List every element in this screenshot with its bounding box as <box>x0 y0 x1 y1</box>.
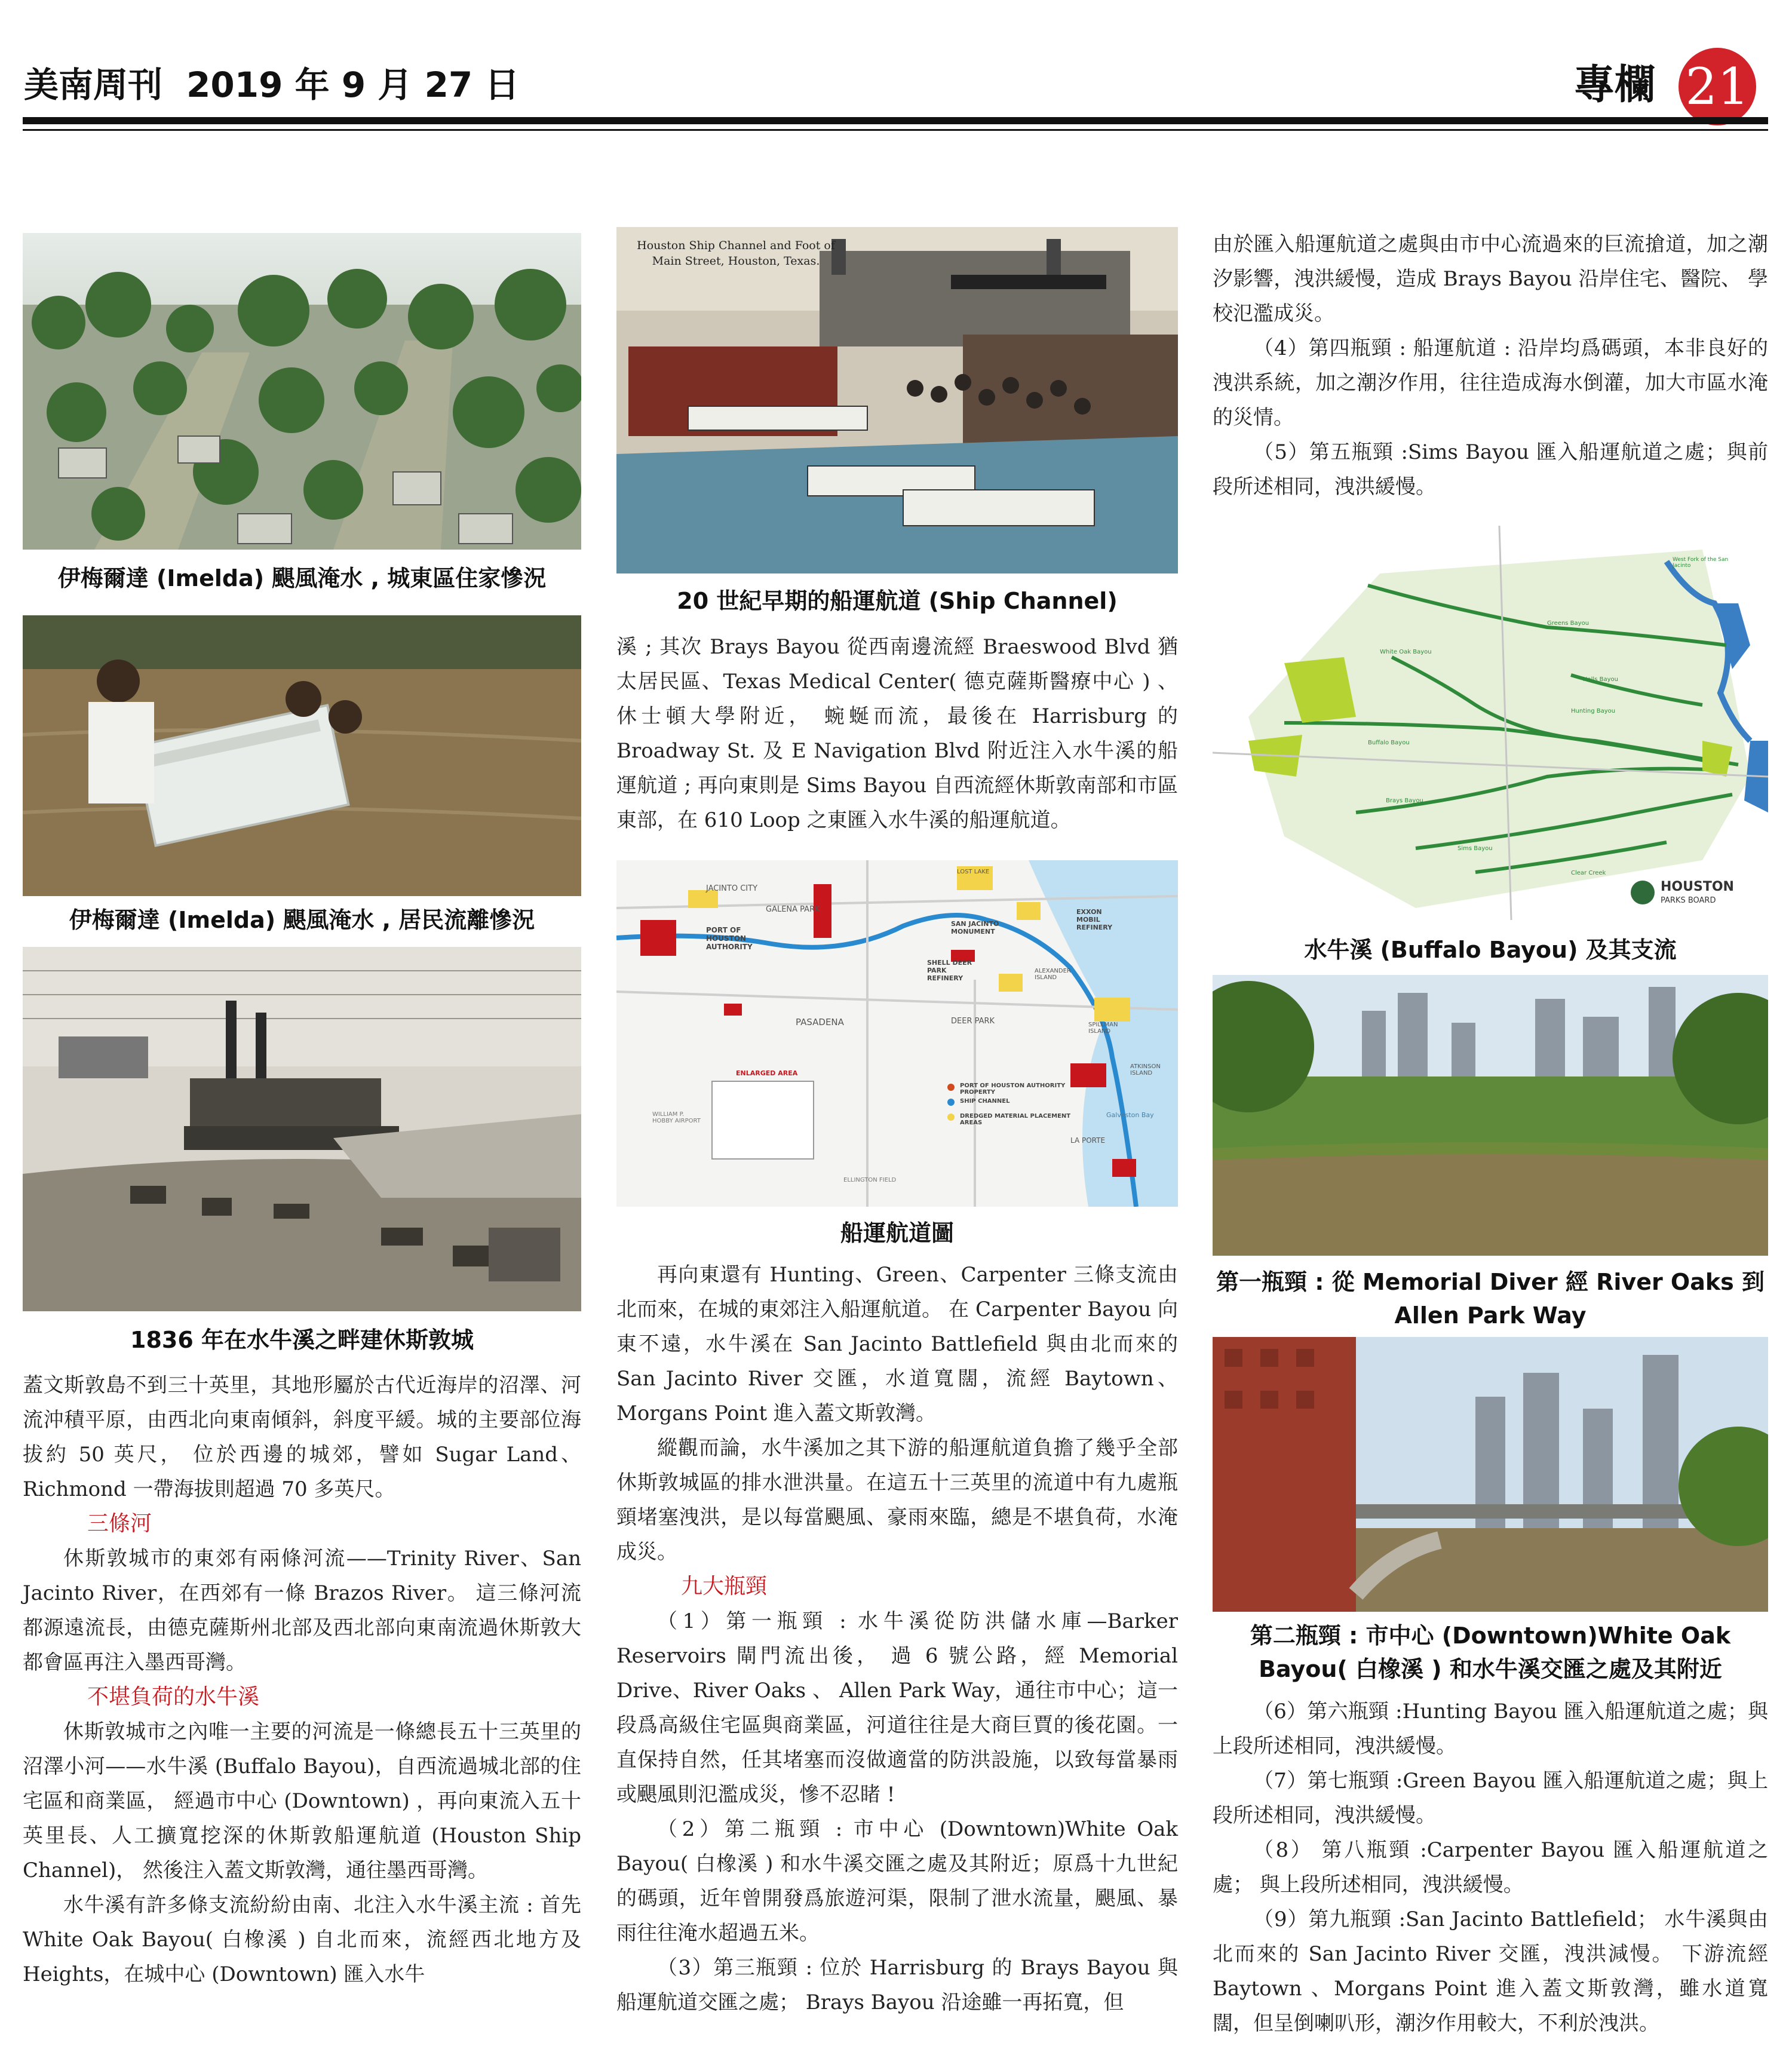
photo-aerial-flood-caption: 伊梅爾達 (Imelda) 颶風淹水 , 城東區住家慘況 <box>57 565 547 591</box>
photo-second-bottleneck-caption: 第二瓶頸 : 市中心 (Downtown)White Oak Bayou( 白橡溪 ) 和水牛溪交匯之處及其附近 <box>1250 1623 1731 1682</box>
photo-aerial-flood <box>23 233 581 550</box>
map-buffalo-bayou-caption: 水牛溪 (Buffalo Bayou) 及其支流 <box>1304 937 1677 963</box>
map-label: Clear Creek <box>1571 870 1606 876</box>
engraving-steamboat-image <box>23 947 581 1311</box>
map-label: EXXON MOBIL REFINERY <box>1076 908 1113 931</box>
col2-article-text <box>616 1258 1178 2020</box>
paragraph: 蓋文斯敦島不到三十英里，其地形屬於古代近海岸的沼澤、河流沖積平原，由西北向東南傾斜，斜度平緩。城的主要部位海拔約 50 英尺， 位於西邊的城郊，譬如 Sugar Land、Richmond 一帶海拔則超過 70 多英尺。 <box>23 1373 581 1501</box>
col3-article-text-bottom <box>1213 1694 1768 2041</box>
paragraph: 休斯敦城市之內唯一主要的河流是一條總長五十三英里的沼澤小河——水牛溪 (Buffalo Bayou)，自西流過城北部的住宅區和商業區， 經過市中心 (Downtown) ，再向東流入五十英里長、人工擴寬挖深的休斯敦船運航道 (Houston Ship Channel)， 然後注入蓋文斯敦灣，通往墨西哥灣。 <box>23 1720 581 1882</box>
map-label: SAN JACINTO MONUMENT <box>951 920 999 936</box>
map-label: Brays Bayou <box>1386 798 1423 804</box>
second-bottleneck-image <box>1213 1337 1768 1612</box>
paragraph: 休斯敦城市的東郊有兩條河流——Trinity River、San Jacinto River，在西郊有一條 Brazos River。 這三條河流都源遠流長，由德克薩斯州北部及西北部向東南流過休斯敦大都會區再注入墨西哥灣。 <box>23 1547 581 1674</box>
photo-residents-flood <box>23 615 581 896</box>
map-label: SPILLMAN ISLAND <box>1088 1022 1118 1035</box>
map-label: DEER PARK <box>951 1017 995 1026</box>
ship-channel-postcard-image <box>616 227 1178 573</box>
map-label: Hunting Bayou <box>1571 708 1616 714</box>
aerial-flood-image <box>23 233 581 550</box>
map-label: ELLINGTON FIELD <box>843 1177 897 1183</box>
map-legend-item: SHIP CHANNEL <box>960 1098 1010 1105</box>
map-label: SHELL DEER PARK REFINERY <box>927 959 972 982</box>
photo-residents-flood-caption: 伊梅爾達 (Imelda) 颶風淹水 , 居民流離慘況 <box>69 907 535 933</box>
paragraph: （5）第五瓶頸 :Sims Bayou 匯入船運航道之處；與前段所述相同，洩洪緩慢。 <box>1213 440 1768 499</box>
paragraph: 溪 ; 其次 Brays Bayou 從西南邊流經 Braeswood Blvd 猶太居民區、Texas Medical Center( 德克薩斯醫療中心 ) 、休士頓大學附近， 蜿蜒而流，最後在 Harrisburg 的 Broadway St. 及 E Navigation Blvd 附近注入水牛溪的船運航道 ; 再向東則是 Sims Bayou 自西流經休斯敦南部和市區東部，在 610 Loop 之東匯入水牛溪的船運航道。 <box>616 635 1178 832</box>
first-bottleneck-image <box>1213 975 1768 1256</box>
map-label: Buffalo Bayou <box>1368 740 1410 746</box>
publication-name: 美南周刊 <box>24 65 163 105</box>
subheading-buffalo-bayou: 不堪負荷的水牛溪 <box>87 1685 260 1709</box>
photo-first-bottleneck-caption: 第一瓶頸 : 從 Memorial Diver 經 River Oaks 到 Allen Park Way <box>1216 1269 1765 1329</box>
map-label: ALEXANDER ISLAND <box>1035 968 1071 981</box>
col1-article-text <box>23 1368 581 1992</box>
section-title: 專欄 <box>1574 62 1656 109</box>
paragraph: （7）第七瓶頸 :Green Bayou 匯入船運航道之處；與上段所述相同，洩洪緩慢。 <box>1213 1769 1768 1827</box>
photo-first-bottleneck <box>1213 975 1768 1256</box>
photo-ship-channel-postcard <box>616 227 1178 573</box>
paragraph: 由於匯入船運航道之處與由市中心流過來的巨流搶道，加之潮汐影響，洩洪緩慢，造成 Brays Bayou 沿岸住宅、醫院、 學校氾濫成災。 <box>1213 232 1768 326</box>
page-number-badge: 21 <box>1679 48 1756 125</box>
map-label: Greens Bayou <box>1547 620 1590 627</box>
subheading-three-rivers: 三條河 <box>87 1511 152 1536</box>
map-label: Sims Bayou <box>1457 845 1493 852</box>
postcard-inscription: Houston Ship Channel and Foot of Main Street, Houston, Texas. <box>637 239 835 268</box>
logo-text: PARKS BOARD <box>1661 896 1716 905</box>
issue-date: 2019 年 9 月 27 日 <box>186 65 520 105</box>
map-label: White Oak Bayou <box>1380 649 1432 655</box>
paragraph: （2）第二瓶頸 : 市中心 (Downtown)White Oak Bayou( 白橡溪 ) 和水牛溪交匯之處及其附近；原爲十九世紀的碼頭，近年曾開發爲旅遊河渠，限制了泄水流量，颶風、暴雨往往淹水超過五米。 <box>616 1817 1178 1945</box>
photo-1836-engraving-caption: 1836 年在水牛溪之畔建休斯敦城 <box>130 1327 474 1353</box>
map-label: JACINTO CITY <box>706 884 758 893</box>
subheading-nine-bottlenecks: 九大瓶頸 <box>681 1574 768 1599</box>
col3-article-text-top <box>1213 227 1768 504</box>
masthead <box>24 57 519 107</box>
map-legend-item: PORT OF HOUSTON AUTHORITY PROPERTY <box>960 1082 1066 1096</box>
map-label: ENLARGED AREA <box>736 1069 798 1077</box>
residents-flood-image <box>23 615 581 896</box>
paragraph: 再向東還有 Hunting、Green、Carpenter 三條支流由北而來，在城的東郊注入船運航道。 在 Carpenter Bayou 向東不遠，水牛溪在 San Jacinto Battlefield 與由北而來的 San Jacinto River 交匯，水道寬闊，流經 Baytown、Morgans Point 進入蓋文斯敦灣。 <box>616 1263 1178 1425</box>
map-label: ATKINSON ISLAND <box>1130 1063 1161 1076</box>
map-ship-channel-caption: 船運航道圖 <box>840 1220 954 1246</box>
paragraph: 縱觀而論，水牛溪加之其下游的船運航道負擔了幾乎全部休斯敦城區的排水泄洪量。在這五十三英里的流道中有九處瓶頸堵塞洩洪，是以每當颶風、豪雨來臨，總是不堪負荷，水淹成災。 <box>616 1436 1178 1564</box>
paragraph: （3）第三瓶頸 : 位於 Harrisburg 的 Brays Bayou 與船運航道交匯之處； Brays Bayou 沿途雖一再拓寬，但 <box>616 1956 1178 2014</box>
paragraph: （4）第四瓶頸 : 船運航道 : 沿岸均爲碼頭，本非良好的洩洪系統，加之潮汐作用，往往造成海水倒灌，加大市區水淹的災情。 <box>1213 336 1768 430</box>
map-label: WILLIAM P. HOBBY AIRPORT <box>652 1111 701 1124</box>
map-label: LA PORTE <box>1070 1136 1106 1145</box>
map-legend-item: DREDGED MATERIAL PLACEMENT AREAS <box>960 1113 1071 1126</box>
map-label: Galveston Bay <box>1106 1111 1154 1119</box>
paragraph: （6）第六瓶頸 :Hunting Bayou 匯入船運航道之處；與上段所述相同，洩洪緩慢。 <box>1213 1700 1768 1758</box>
paragraph: （9）第九瓶頸 :San Jacinto Battlefield； 水牛溪與由北而來的 San Jacinto River 交匯，洩洪減慢。 下游流經 Baytown 、Morgans Point 進入蓋文斯敦灣，雖水道寬闊，但呈倒喇叭形，潮汐作用較大，不利於洩洪。 <box>1213 1907 1768 2035</box>
map-label: GALENA PARK <box>766 905 820 914</box>
map-ship-channel <box>616 860 1178 1207</box>
bayou-tributaries-map <box>1213 526 1768 920</box>
map-label: West Fork of the San Jacinto <box>1673 557 1729 569</box>
header-rule-thick <box>23 117 1768 124</box>
logo-text: HOUSTON <box>1661 879 1734 894</box>
photo-ship-channel-caption: 20 世紀早期的船運航道 (Ship Channel) <box>677 588 1118 614</box>
map-label: LOST LAKE <box>957 869 990 875</box>
paragraph: （1）第一瓶頸 : 水牛溪從防洪儲水庫—Barker Reservoirs 閘門流出後， 過 6 號公路，經 Memorial Drive、River Oaks 、 Allen Park Way，通往市中心；這一段爲高級住宅區與商業區，河道往往是大商巨賈的後花園。一直保持自然，任其堵塞而沒做適當的防洪設施，以致每當暴雨或颶風則氾濫成災，慘不忍睹 ! <box>616 1609 1178 1807</box>
map-label: PORT OF HOUSTON AUTHORITY <box>706 926 753 951</box>
map-label: Halls Bayou <box>1583 676 1618 683</box>
header-rule-thin <box>23 129 1768 131</box>
map-label: PASADENA <box>796 1017 844 1028</box>
col2-article-text-top <box>616 630 1178 838</box>
paragraph: （8） 第八瓶頸 :Carpenter Bayou 匯入船運航道之處； 與上段所述相同，洩洪緩慢。 <box>1213 1838 1768 1897</box>
paragraph: 水牛溪有許多條支流紛紛由南、北注入水牛溪主流 : 首先 White Oak Bayou( 白橡溪 ) 自北而來，流經西北地方及 Heights，在城中心 (Downtown) 匯入水牛 <box>23 1893 581 1986</box>
map-buffalo-bayou-tributaries <box>1213 526 1768 920</box>
photo-second-bottleneck <box>1213 1337 1768 1612</box>
photo-1836-engraving <box>23 947 581 1311</box>
